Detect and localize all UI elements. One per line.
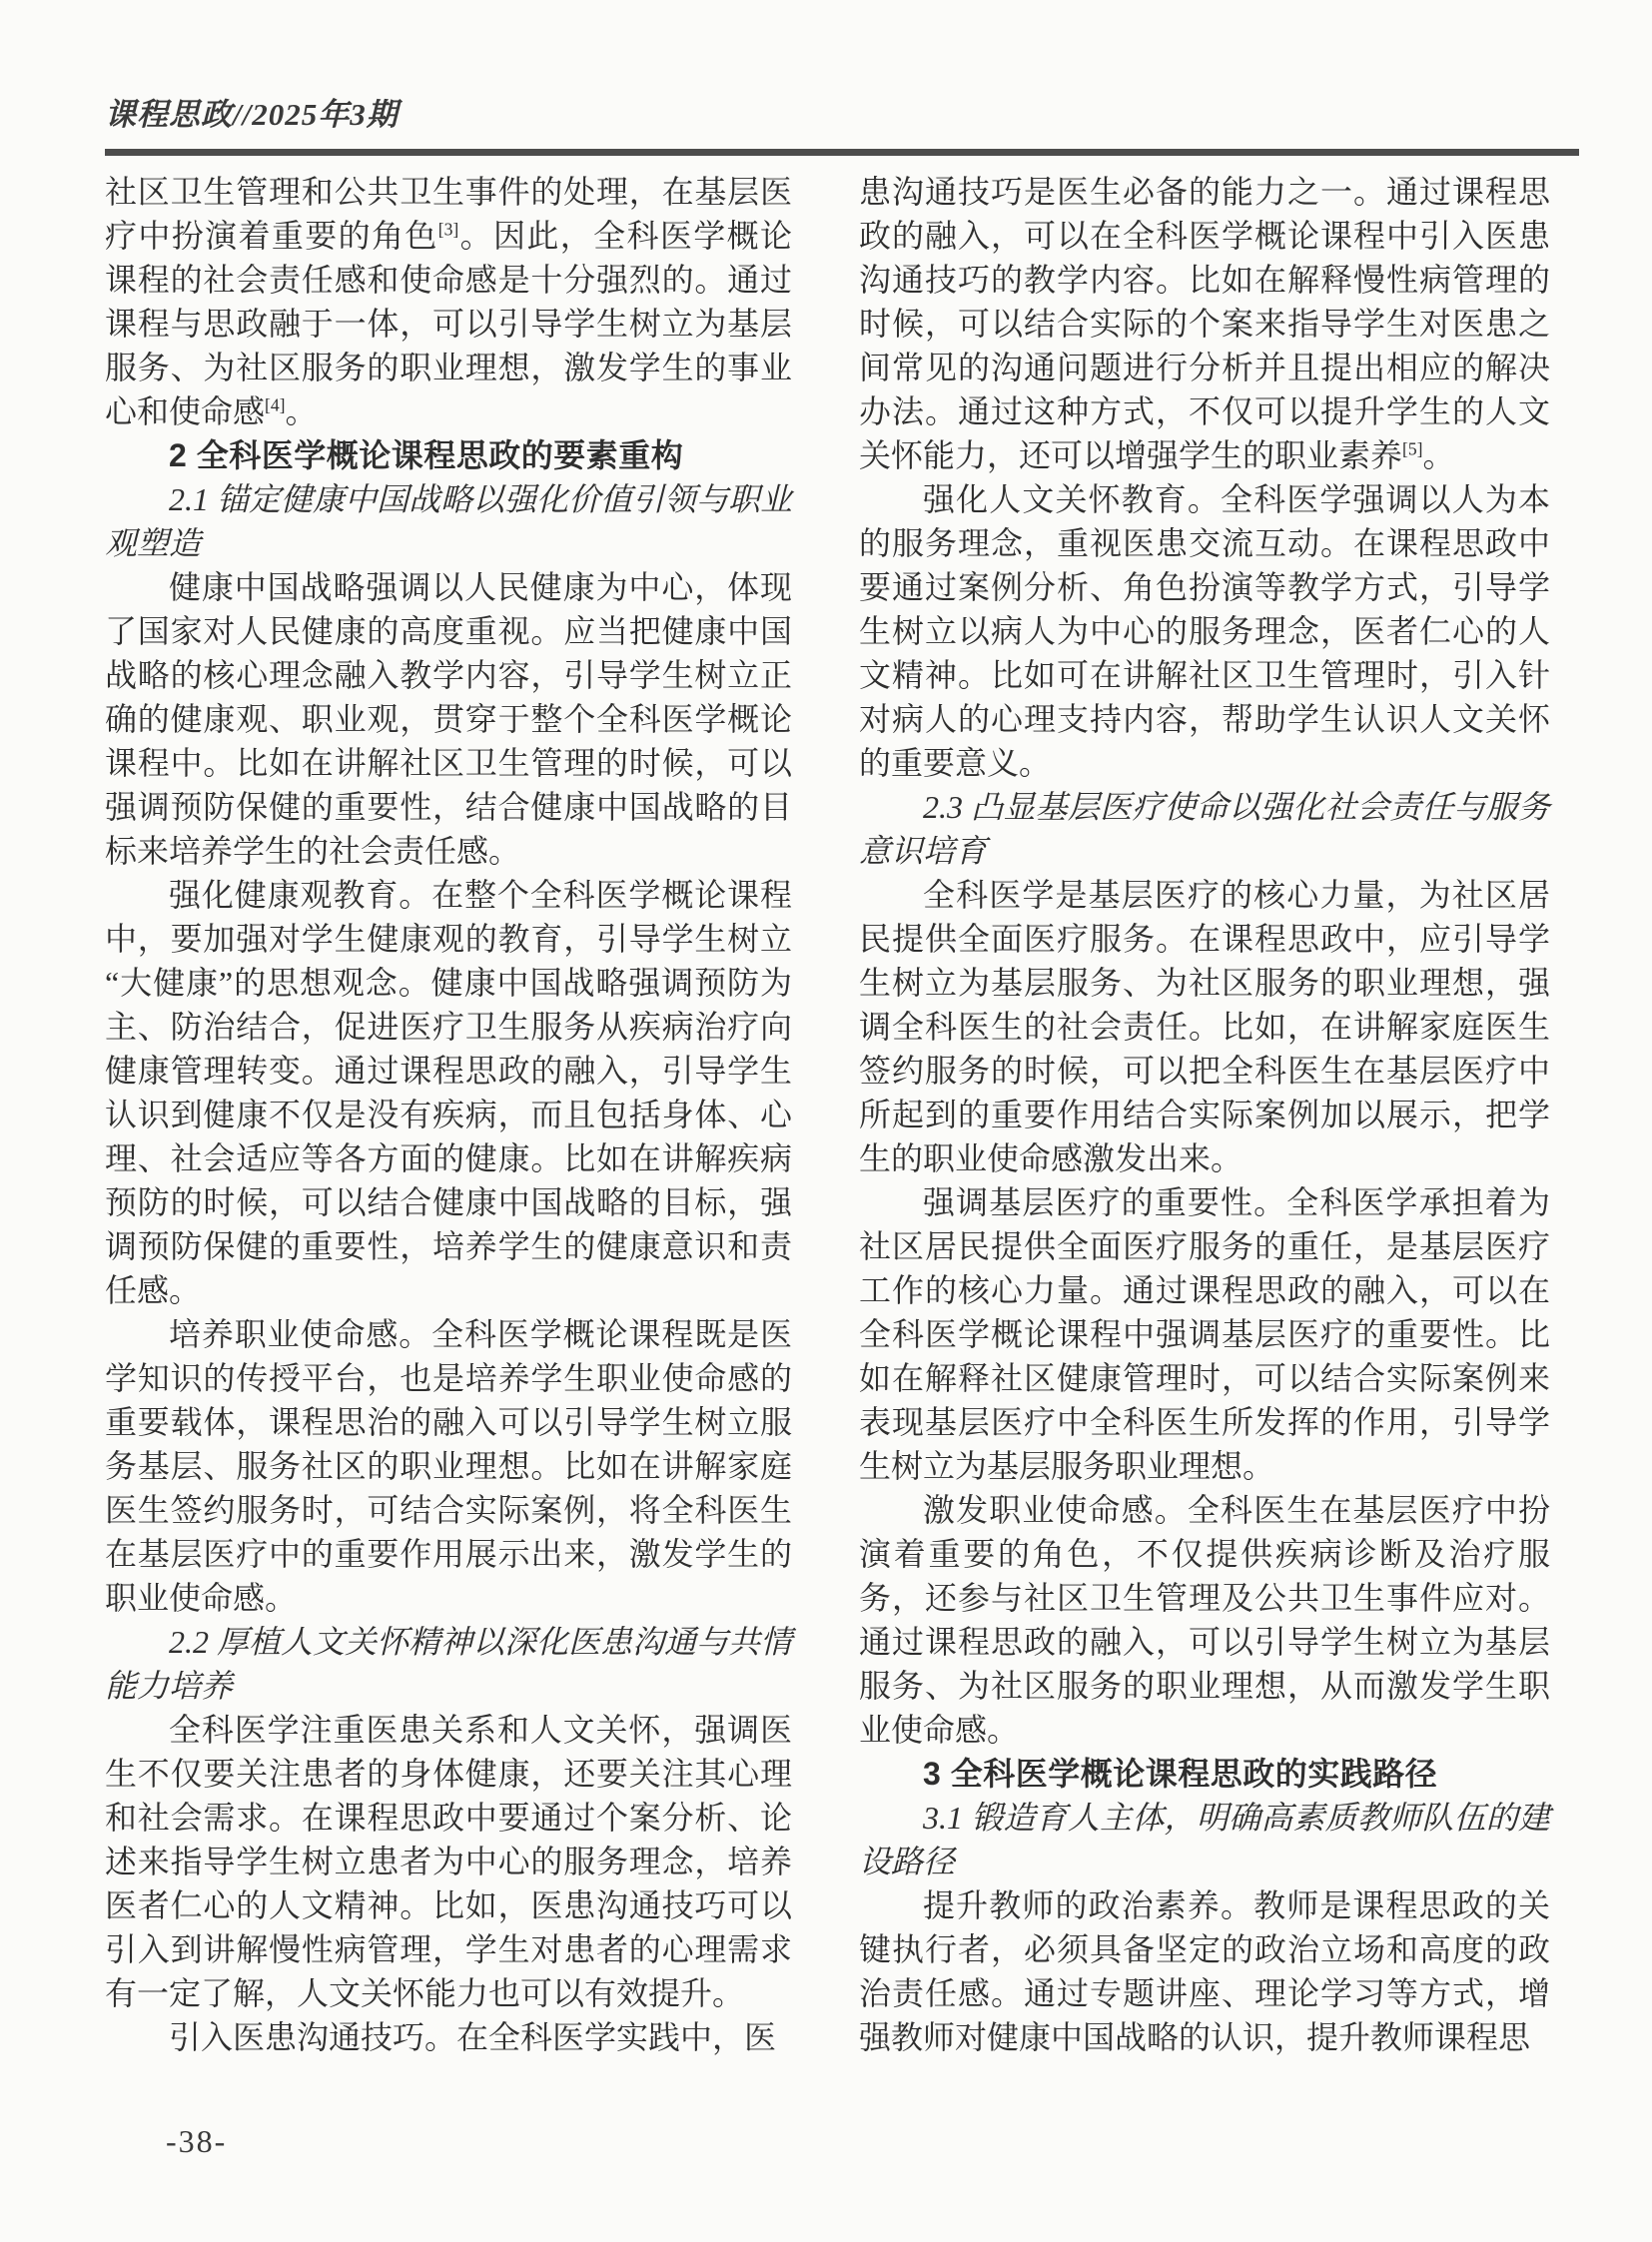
- text-run: 强调基层医疗的重要性。全科医学承担着为社区居民提供全面医疗服务的重任，是基层医疗工作的核心力量。通过课程思政的融入，可以在全科医学概论课程中强调基层医疗的重要性。比如在解释社区健康管理时，可以结合实际案例来表现基层医疗中全科医生所发挥的作用，引导学生树立为基层服务职业理想。: [859, 1184, 1550, 1484]
- subsection-heading: [105, 477, 792, 565]
- text-run: 提升教师的政治素养。教师是课程思政的关键执行者，必须具备坚定的政治立场和高度的政治责任感。通过专题讲座、理论学习等方式，增强教师对健康中国战略的认识，提升教师课程思: [859, 1887, 1550, 2055]
- paragraph: [105, 1312, 792, 1620]
- text-run: 引入医患沟通技巧。在全科医学实践中，医: [169, 2019, 777, 2055]
- page-number: -38-: [166, 2123, 228, 2159]
- paragraph: [105, 565, 792, 873]
- paragraph: [859, 477, 1550, 785]
- text-run: 。: [1422, 437, 1455, 473]
- text-run: 。: [285, 393, 318, 429]
- citation-superscript: [4]: [265, 394, 286, 415]
- text-run: 3.1 锻造育人主体，明确高素质教师队伍的建设路径: [859, 1800, 1550, 1879]
- text-run: 2.2 厚植人文关怀精神以深化医患沟通与共情能力培养: [105, 1624, 793, 1704]
- text-run: 培养职业使命感。全科医学概论课程既是医学知识的传授平台，也是培养学生职业使命感的重要载体，课程思治的融入可以引导学生树立服务基层、服务社区的职业理想。比如在讲解家庭医生签约服务时，可结合实际案例，将全科医生在基层医疗中的重要作用展示出来，激发学生的职业使命感。: [105, 1316, 792, 1616]
- text-run: 。因此，全科医学概论课程的社会责任感和使命感是十分强烈的。通过课程与思政融于一体，可以引导学生树立为基层服务、为社区服务的职业理想，激发学生的事业心和使命感: [105, 218, 792, 429]
- text-run: 3 全科医学概论课程思政的实践路径: [923, 1756, 1438, 1792]
- paragraph: [105, 170, 792, 433]
- text-run: 健康中国战略强调以人民健康为中心，体现了国家对人民健康的高度重视。应当把健康中国战略的核心理念融入教学内容，引导学生树立正确的健康观、职业观，贯穿于整个全科医学概论课程中。比如在讲解社区卫生管理的时候，可以强调预防保健的重要性，结合健康中国战略的目标来培养学生的社会责任感。: [105, 569, 792, 869]
- paragraph: [859, 1488, 1550, 1752]
- text-run: 强化健康观教育。在整个全科医学概论课程中，要加强对学生健康观的教育，引导学生树立“大健康”的思想观念。健康中国战略强调预防为主、防治结合，促进医疗卫生服务从疾病治疗向健康管理转变。通过课程思政的融入，引导学生认识到健康不仅是没有疾病，而且包括身体、心理、社会适应等各方面的健康。比如在讲解疾病预防的时候，可以结合健康中国战略的目标，强调预防保健的重要性，培养学生的健康意识和责任感。: [105, 877, 792, 1308]
- header-rule: [105, 149, 1579, 156]
- text-run: 强化人文关怀教育。全科医学强调以人为本的服务理念，重视医患交流互动。在课程思政中要通过案例分析、角色扮演等教学方式，引导学生树立以病人为中心的服务理念，医者仁心的人文精神。比如可在讲解社区卫生管理时，引入针对病人的心理支持内容，帮助学生认识人文关怀的重要意义。: [859, 481, 1550, 781]
- running-head: 课程思政//2025年3期: [105, 97, 399, 132]
- text-run: 2 全科医学概论课程思政的要素重构: [169, 437, 684, 473]
- paragraph: [105, 1708, 792, 2015]
- text-run: 全科医学注重医患关系和人文关怀，强调医生不仅要关注患者的身体健康，还要关注其心理和社会需求。在课程思政中要通过个案分析、论述来指导学生树立患者为中心的服务理念，培养医者仁心的人文精神。比如，医患沟通技巧可以引入到讲解慢性病管理，学生对患者的心理需求有一定了解，人文关怀能力也可以有效提升。: [105, 1712, 792, 2011]
- subsection-heading: [859, 785, 1550, 873]
- text-run: 2.1 锚定健康中国战略以强化价值引领与职业观塑造: [105, 481, 793, 561]
- paragraph: [859, 1180, 1550, 1488]
- text-run: 社区卫生管理和公共卫生事件的处理，在基层医疗中扮演着重要的角色: [105, 174, 792, 254]
- subsection-heading: [105, 1620, 792, 1708]
- text-run: 患沟通技巧是医生必备的能力之一。通过课程思政的融入，可以在全科医学概论课程中引入医患沟通技巧的教学内容。比如在解释慢性病管理的时候，可以结合实际的个案来指导学生对医患之间常见的沟通问题进行分析并且提出相应的解决办法。通过这种方式，不仅可以提升学生的人文关怀能力，还可以增强学生的职业素养: [859, 174, 1550, 473]
- text-run: 激发职业使命感。全科医生在基层医疗中扮演着重要的角色，不仅提供疾病诊断及治疗服务，还参与社区卫生管理及公共卫生事件应对。通过课程思政的融入，可以引导学生树立为基层服务、为社区服务的职业理想，从而激发学生职业使命感。: [859, 1492, 1550, 1748]
- text-run: 全科医学是基层医疗的核心力量，为社区居民提供全面医疗服务。在课程思政中，应引导学生树立为基层服务、为社区服务的职业理想，强调全科医生的社会责任。比如，在讲解家庭医生签约服务的时候，可以把全科医生在基层医疗中所起到的重要作用结合实际案例加以展示，把学生的职业使命感激发出来。: [859, 877, 1550, 1176]
- column-right: [859, 170, 1550, 2059]
- subsection-heading: [859, 1796, 1550, 1883]
- paragraph: [859, 1883, 1550, 2059]
- section-heading: [859, 1752, 1550, 1796]
- paragraph: [105, 2015, 792, 2059]
- paragraph: [105, 873, 792, 1312]
- citation-superscript: [5]: [1402, 438, 1423, 459]
- text-run: 2.3 凸显基层医疗使命以强化社会责任与服务意识培育: [859, 789, 1550, 869]
- paragraph: [859, 170, 1550, 477]
- column-left: [105, 170, 792, 2059]
- citation-superscript: [3]: [437, 219, 459, 240]
- paragraph: [859, 873, 1550, 1180]
- section-heading: [105, 433, 792, 477]
